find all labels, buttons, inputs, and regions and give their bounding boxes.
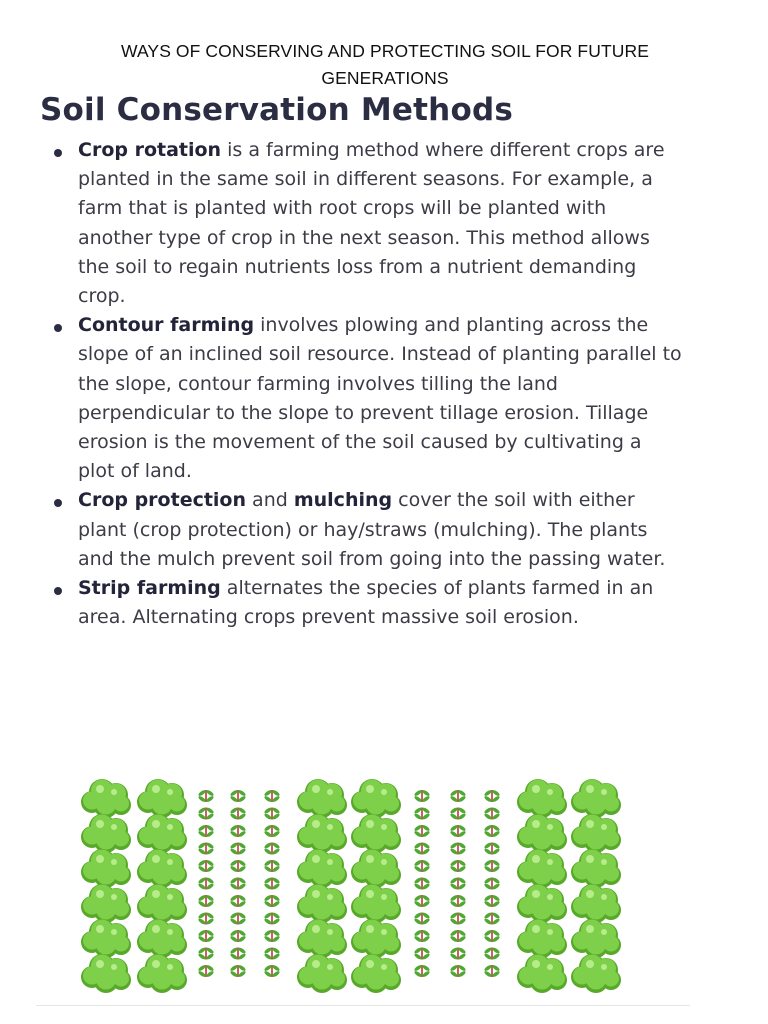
- term-crop-protection: Crop protection: [78, 489, 247, 512]
- bush-icon: [81, 849, 131, 888]
- bush-icon: [297, 954, 347, 993]
- bush-icon: [351, 779, 401, 818]
- sprout-icon: [450, 929, 467, 943]
- sprout-icon: [264, 859, 281, 873]
- description-contour-farming: involves plowing and planting across the slope of an inclined soil resource. Instead of planting parallel to the slope, contour farming involves tilling the land perpendicular to the slope to prevent tillage erosion. Tillage erosion is the movement of the soil caused by cultivating a plot of land.: [78, 314, 682, 483]
- sprout-icon: [414, 929, 431, 943]
- sprout-icon: [484, 824, 501, 838]
- bush-icon: [517, 919, 567, 958]
- sprout-icon: [450, 877, 467, 891]
- bush-icon: [517, 849, 567, 888]
- sprout-icon: [414, 824, 431, 838]
- bullet-icon: [54, 149, 62, 157]
- bush-icon: [81, 884, 131, 923]
- bush-icon: [571, 779, 621, 818]
- sprout-icon: [484, 964, 501, 978]
- sprout-icon: [198, 929, 215, 943]
- description-crop-rotation: is a farming method where different crops are planted in the same soil in different seasons. For example, a farm that is planted with root crops will be planted with another type of crop in the next season. This method allows the soil to regain nutrients loss from a nutrient demanding crop.: [78, 139, 665, 308]
- document-header: [80, 38, 690, 92]
- description-crop-protection: cover the soil with either plant (crop protection) or hay/straws (mulching). The plants and the mulch prevent soil from going into the passing water.: [78, 489, 666, 570]
- sprout-icon: [414, 807, 431, 821]
- sprout-icon: [264, 964, 281, 978]
- bush-icon: [351, 884, 401, 923]
- sprout-icon: [264, 929, 281, 943]
- sprout-icon: [414, 894, 431, 908]
- description-strip-farming: alternates the species of plants farmed in an area. Alternating crops prevent massive soil erosion.: [78, 577, 654, 629]
- header-line-1: WAYS OF CONSERVING AND PROTECTING SOIL FOR FUTURE: [120, 41, 649, 61]
- bush-icon: [297, 849, 347, 888]
- sprout-icon: [450, 842, 467, 856]
- sprout-icon: [198, 824, 215, 838]
- bush-icon: [517, 814, 567, 853]
- page-title: Soil Conservation Methods: [40, 92, 513, 128]
- sprout-icon: [198, 842, 215, 856]
- sprout-icon: [230, 877, 247, 891]
- bush-icon: [571, 919, 621, 958]
- connector-text: and: [246, 489, 294, 512]
- list-item-crop-rotation: [52, 136, 682, 311]
- sprout-icon: [230, 842, 247, 856]
- sprout-icon: [450, 789, 467, 803]
- sprout-icon: [414, 947, 431, 961]
- sprout-icon: [198, 912, 215, 926]
- sprout-icon: [198, 789, 215, 803]
- sprout-icon: [450, 912, 467, 926]
- sprout-icon: [450, 859, 467, 873]
- bush-icon: [81, 919, 131, 958]
- page-divider: [36, 1005, 690, 1006]
- sprout-icon: [414, 789, 431, 803]
- sprout-icon: [198, 964, 215, 978]
- term-contour-farming: Contour farming: [78, 314, 255, 337]
- sprout-icon: [414, 964, 431, 978]
- bush-icon: [137, 814, 187, 853]
- term-crop-rotation: Crop rotation: [78, 139, 222, 161]
- sprout-icon: [264, 877, 281, 891]
- bush-icon: [297, 884, 347, 923]
- sprout-icon: [484, 789, 501, 803]
- bush-icon: [297, 779, 347, 818]
- bush-icon: [571, 884, 621, 923]
- sprout-icon: [230, 947, 247, 961]
- sprout-icon: [450, 807, 467, 821]
- bush-icon: [571, 814, 621, 853]
- bush-icon: [81, 954, 131, 993]
- bush-icon: [137, 884, 187, 923]
- list-item-contour-farming: [52, 311, 682, 486]
- sprout-icon: [230, 929, 247, 943]
- sprout-icon: [198, 807, 215, 821]
- bush-icon: [137, 954, 187, 993]
- sprout-icon: [484, 894, 501, 908]
- header-line-2: GENERATIONS: [321, 68, 449, 88]
- bush-icon: [81, 779, 131, 818]
- strip-farming-illustration: [78, 768, 638, 994]
- bush-icon: [351, 849, 401, 888]
- bush-icon: [297, 814, 347, 853]
- bush-icon: [351, 919, 401, 958]
- bullet-icon: [54, 499, 62, 507]
- sprout-icon: [414, 912, 431, 926]
- sprout-icon: [230, 807, 247, 821]
- bush-icon: [297, 919, 347, 958]
- sprout-icon: [230, 894, 247, 908]
- bush-icon: [571, 954, 621, 993]
- bush-icon: [351, 814, 401, 853]
- list-item-strip-farming: [52, 574, 682, 632]
- sprout-icon: [450, 894, 467, 908]
- sprout-icon: [264, 789, 281, 803]
- sprout-icon: [198, 947, 215, 961]
- sprout-icon: [484, 947, 501, 961]
- term-mulching: mulching: [293, 489, 393, 512]
- sprout-icon: [484, 929, 501, 943]
- bush-icon: [517, 954, 567, 993]
- sprout-icon: [484, 859, 501, 873]
- sprout-icon: [450, 964, 467, 978]
- list-item-crop-protection: [52, 486, 682, 574]
- sprout-icon: [198, 877, 215, 891]
- sprout-icon: [264, 894, 281, 908]
- methods-list: [52, 136, 682, 632]
- sprout-icon: [264, 912, 281, 926]
- sprout-icon: [484, 877, 501, 891]
- sprout-icon: [230, 824, 247, 838]
- bush-icon: [137, 849, 187, 888]
- sprout-icon: [414, 877, 431, 891]
- bush-icon: [517, 884, 567, 923]
- sprout-icon: [230, 789, 247, 803]
- sprout-icon: [414, 842, 431, 856]
- bush-icon: [81, 814, 131, 853]
- bullet-icon: [54, 324, 62, 332]
- bush-icon: [137, 919, 187, 958]
- bush-icon: [137, 779, 187, 818]
- sprout-icon: [264, 807, 281, 821]
- sprout-icon: [198, 894, 215, 908]
- sprout-icon: [198, 859, 215, 873]
- sprout-icon: [264, 824, 281, 838]
- sprout-icon: [414, 859, 431, 873]
- sprout-icon: [264, 947, 281, 961]
- sprout-icon: [450, 947, 467, 961]
- sprout-icon: [484, 842, 501, 856]
- sprout-icon: [484, 912, 501, 926]
- sprout-icon: [264, 842, 281, 856]
- bullet-icon: [54, 587, 62, 595]
- sprout-icon: [230, 912, 247, 926]
- bush-icon: [351, 954, 401, 993]
- sprout-icon: [484, 807, 501, 821]
- bush-icon: [571, 849, 621, 888]
- term-strip-farming: Strip farming: [78, 577, 221, 600]
- bush-icon: [517, 779, 567, 818]
- sprout-icon: [450, 824, 467, 838]
- sprout-icon: [230, 964, 247, 978]
- sprout-icon: [230, 859, 247, 873]
